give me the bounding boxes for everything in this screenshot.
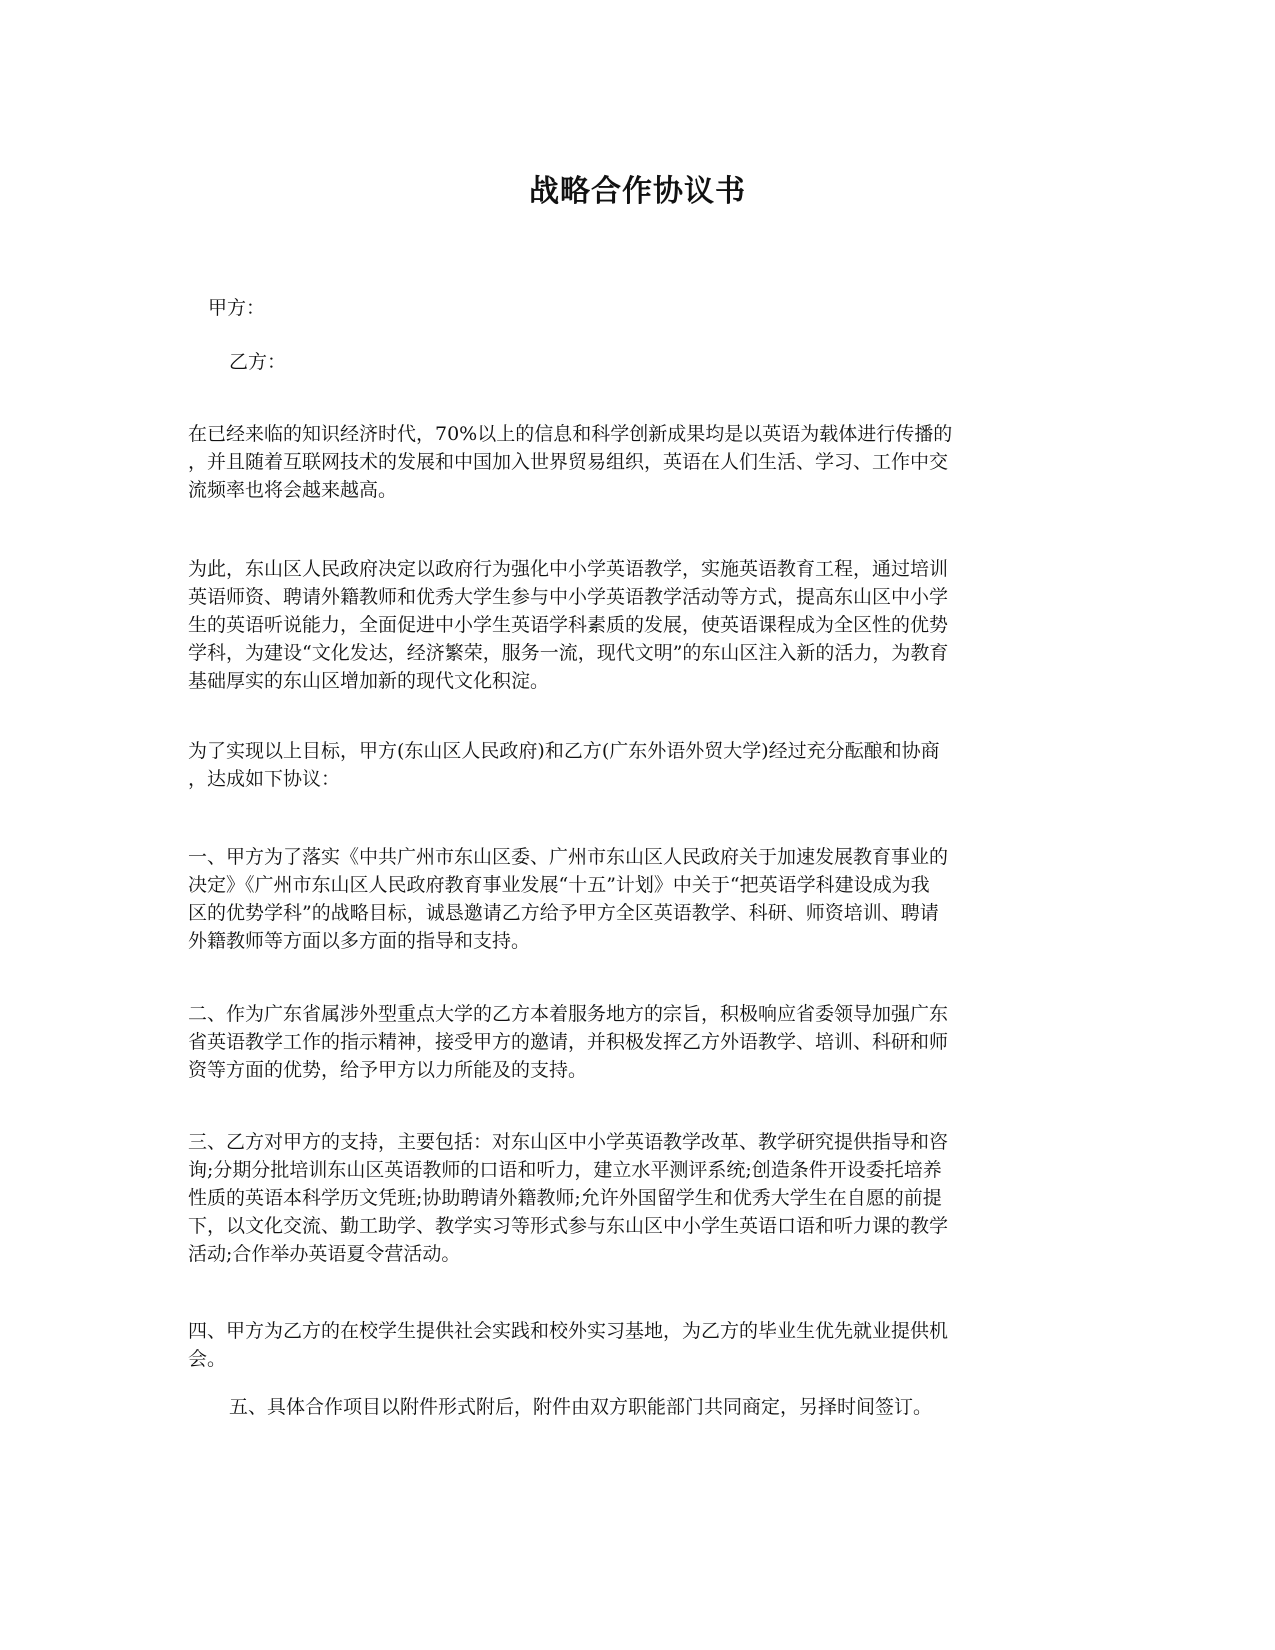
paragraph-line: 省英语教学工作的指示精神，接受甲方的邀请，并积极发挥乙方外语教学、培训、科研和师 xyxy=(188,1031,949,1053)
paragraph-line: 五、具体合作项目以附件形式附后，附件由双方职能部门共同商定，另择时间签订。 xyxy=(229,1396,933,1418)
paragraph-line: 基础厚实的东山区增加新的现代文化积淀。 xyxy=(188,670,550,692)
paragraph-line: ，达成如下协议： xyxy=(188,768,341,790)
paragraph-line: 性质的英语本科学历文凭班;协助聘请外籍教师;允许外国留学生和优秀大学生在自愿的前提 xyxy=(188,1187,942,1209)
paragraph-line: 英语师资、聘请外籍教师和优秀大学生参与中小学英语教学活动等方式，提高东山区中小学 xyxy=(188,586,949,608)
paragraph-line: ，并且随着互联网技术的发展和中国加入世界贸易组织，英语在人们生活、学习、工作中交 xyxy=(188,451,949,473)
paragraph-agreement-intro xyxy=(188,737,1063,793)
party-b-label: 乙方： xyxy=(229,351,287,373)
paragraph-line: 三、乙方对甲方的支持，主要包括：对东山区中小学英语教学改革、教学研究提供指导和咨 xyxy=(188,1131,949,1153)
clause-1 xyxy=(188,843,1063,955)
paragraph-line: 生的英语听说能力，全面促进中小学生英语学科素质的发展，使英语课程成为全区性的优势 xyxy=(188,614,949,636)
paragraph-line: 为了实现以上目标，甲方(东山区人民政府)和乙方(广东外语外贸大学)经过充分酝酿和协商 xyxy=(188,740,940,762)
clause-3 xyxy=(188,1128,1063,1268)
clause-2 xyxy=(188,1000,1063,1084)
paragraph-line: 流频率也将会越来越高。 xyxy=(188,479,398,501)
paragraph-line: 下，以文化交流、勤工助学、教学实习等形式参与东山区中小学生英语口语和听力课的教学 xyxy=(188,1215,949,1237)
paragraph-line: 一、甲方为了落实《中共广州市东山区委、广州市东山区人民政府关于加速发展教育事业的 xyxy=(188,846,949,868)
party-a-label: 甲方： xyxy=(208,297,266,319)
paragraph-line: 二、作为广东省属涉外型重点大学的乙方本着服务地方的宗旨，积极响应省委领导加强广东 xyxy=(188,1003,949,1025)
paragraph-line: 决定》《广州市东山区人民政府教育事业发展“十五”计划》中关于“把英语学科建设成为我 xyxy=(188,874,930,896)
paragraph-line: 外籍教师等方面以多方面的指导和支持。 xyxy=(188,930,531,952)
paragraph-line: 学科，为建设“文化发达，经济繁荣，服务一流，现代文明”的东山区注入新的活力，为教育 xyxy=(188,642,949,664)
paragraph-line: 会。 xyxy=(188,1348,227,1370)
paragraph-intro xyxy=(188,420,1063,504)
paragraph-line: 活动;合作举办英语夏令营活动。 xyxy=(188,1243,461,1265)
paragraph-line: 询;分期分批培训东山区英语教师的口语和听力，建立水平测评系统;创造条件开设委托培养 xyxy=(188,1159,942,1181)
clause-4 xyxy=(188,1317,1063,1373)
paragraph-line: 区的优势学科”的战略目标，诚恳邀请乙方给予甲方全区英语教学、科研、师资培训、聘请 xyxy=(188,902,939,924)
paragraph-line: 资等方面的优势，给予甲方以力所能及的支持。 xyxy=(188,1059,588,1081)
paragraph-purpose xyxy=(188,555,1063,695)
paragraph-line: 在已经来临的知识经济时代，70%以上的信息和科学创新成果均是以英语为载体进行传播的 xyxy=(188,423,953,445)
paragraph-line: 四、甲方为乙方的在校学生提供社会实践和校外实习基地，为乙方的毕业生优先就业提供机 xyxy=(188,1320,949,1342)
paragraph-line: 为此，东山区人民政府决定以政府行为强化中小学英语教学，实施英语教育工程，通过培训 xyxy=(188,558,949,580)
document-title: 战略合作协议书 xyxy=(529,174,746,209)
clause-5 xyxy=(229,1393,1104,1421)
